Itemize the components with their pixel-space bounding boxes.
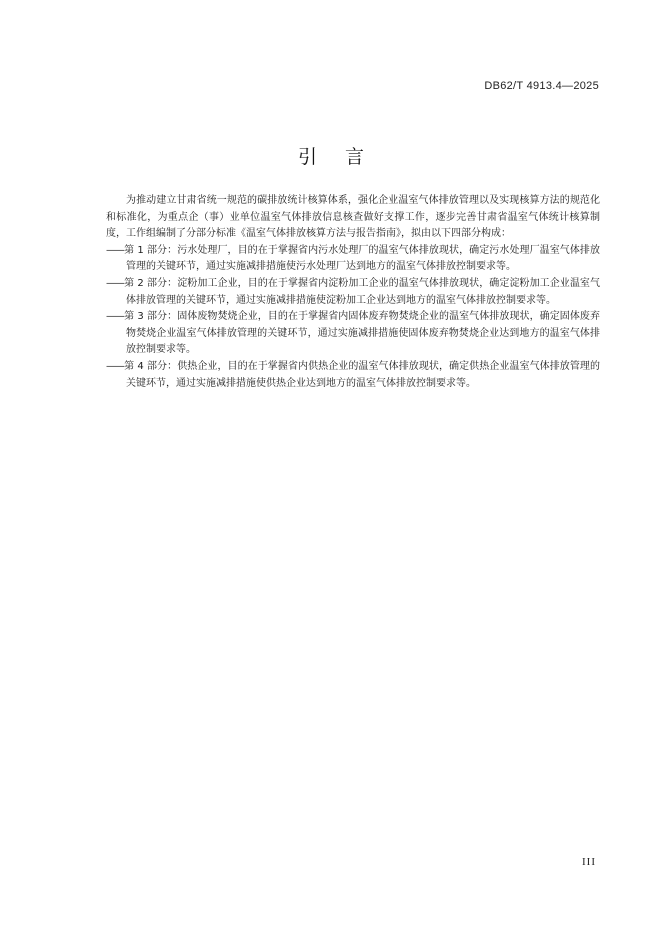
part-dash: —— xyxy=(106,244,124,256)
part-text: 第 3 部分：固体废物焚烧企业，目的在于掌握省内固体废弃物焚烧企业的温室气体排放现状，确定固体废弃物焚烧企业温室气体排放管理的关键环节，通过实施减排措施使固体废弃物焚烧企业达到地方的温室气体排放控制要求等。 xyxy=(124,311,600,356)
part-text: 第 4 部分：供热企业，目的在于掌握省内供热企业的温室气体排放现状，确定供热企业温室气体排放管理的关键环节，通过实施减排措施使供热企业达到地方的温室气体排放控制要求等。 xyxy=(124,360,600,389)
part-item-2 xyxy=(106,276,600,309)
part-item-3 xyxy=(106,309,600,359)
document-code: DB62/T 4913.4—2025 xyxy=(484,80,599,92)
part-item-1 xyxy=(106,243,600,276)
part-dash: —— xyxy=(106,277,124,289)
document-body xyxy=(106,193,600,392)
page-number: III xyxy=(582,856,596,868)
part-dash: —— xyxy=(106,360,124,372)
part-text: 第 1 部分：污水处理厂，目的在于掌握省内污水处理厂的温室气体排放现状，确定污水处理厂温室气体排放管理的关键环节，通过实施减排措施使污水处理厂达到地方的温室气体排放控制要求等。 xyxy=(124,244,600,273)
part-item-4 xyxy=(106,359,600,392)
part-dash: —— xyxy=(106,311,124,323)
part-text: 第 2 部分：淀粉加工企业，目的在于掌握省内淀粉加工企业的温室气体排放现状，确定淀粉加工企业温室气体排放管理的关键环节，通过实施减排措施使淀粉加工企业达到地方的温室气体排放控制要求等。 xyxy=(124,277,600,306)
intro-paragraph: 为推动建立甘肃省统一规范的碳排放统计核算体系，强化企业温室气体排放管理以及实现核算方法的规范化和标准化，为重点企（事）业单位温室气体排放信息核查做好支撑工作，逐步完善甘肃省温室气体统计核算制度，工作组编制了分部分标准《温室气体排放核算方法与报告指南》，拟由以下四部分构成： xyxy=(106,195,600,240)
page-title: 引言 xyxy=(297,146,392,168)
